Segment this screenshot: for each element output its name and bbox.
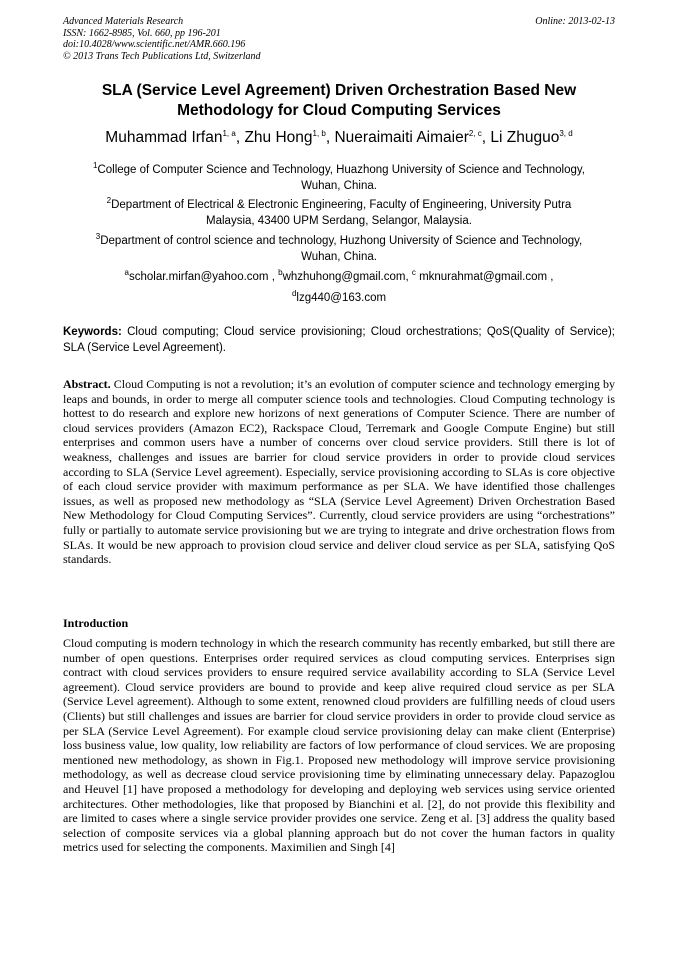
affiliation-line: Department of Electrical & Electronic Engineering, Faculty of Engineering, University Putra bbox=[111, 199, 572, 211]
author-separator: , bbox=[325, 129, 335, 146]
section-heading: Introduction bbox=[63, 616, 129, 630]
keywords-label: Keywords: bbox=[63, 326, 122, 338]
keywords-text: Cloud computing; Cloud service provisioning; Cloud orchestrations; QoS(Quality of Service); SLA (Service Level Agreement). bbox=[63, 326, 615, 354]
author-superscript: 1, b bbox=[312, 128, 326, 138]
author-separator: , bbox=[235, 129, 245, 146]
author-name: Zhu Hong bbox=[244, 129, 313, 146]
author-name: Muhammad Irfan bbox=[105, 129, 223, 146]
author-name: Nueraimaiti Aimaier bbox=[334, 129, 469, 146]
affiliation-line: Malaysia, 43400 UPM Serdang, Selangor, Malaysia. bbox=[206, 214, 472, 227]
abstract-text: Cloud Computing is not a revolution; it’s an evolution of computer science and technology emerging by leaps and bounds, in order to merge all computer science tools and technologies. Cloud Computing technology is hottest to do research and explore new horizons of next generations of Computer Science. There are number of cloud services providers (Amazon EC2), Rackspace Cloud, Terremark and Google Compute Engine) but still enterprises and common users have a number of concerns over cloud service providers. Still there is lot of weakness, challenges and issues are barrier for cloud service providers in order to provide cloud services according to SLA (Service Level agreement). Especially, service provisioning according to SLAs is core objective of each cloud service provider with maximum performance as per SLA. We have identified those challenges issues, as well as proposed new methodology as “SLA (Service Level Agreement) Driven Orchestration Based New Methodology for Cloud Computing Services”. Currently, cloud service providers are using “orchestrations” fully or partially to automate service provisioning but we are trying to integrate and drive orchestration flows from SLAs. It would be new approach to provision cloud service and deliver cloud service as per SLA, satisfying QoS standards. bbox=[63, 377, 616, 567]
email-link[interactable]: mknurahmat@gmail.com bbox=[419, 271, 548, 283]
email-separator: , bbox=[547, 271, 554, 283]
author-name: Li Zhuguo bbox=[490, 129, 560, 146]
affiliation-line: College of Computer Science and Technology, Huazhong University of Science and Technology, bbox=[97, 164, 585, 176]
doi: doi:10.4028/www.scientific.net/AMR.660.196 bbox=[63, 39, 246, 50]
affiliation-line: Department of control science and technology, Huzhong University of Science and Technology, bbox=[100, 235, 583, 247]
title-line-1: SLA (Service Level Agreement) Driven Orchestration Based New bbox=[101, 82, 577, 99]
author-list bbox=[40, 128, 638, 148]
affiliation-1 bbox=[63, 163, 615, 194]
email-separator: , bbox=[405, 271, 412, 283]
author-superscript: 1, a bbox=[222, 128, 236, 138]
email-link[interactable]: scholar.mirfan@yahoo.com bbox=[129, 271, 269, 283]
affiliation-2 bbox=[63, 198, 615, 229]
affiliation-superscript: 3 bbox=[95, 232, 101, 242]
title-line-2: Methodology for Cloud Computing Services bbox=[177, 102, 501, 119]
affiliation-superscript: 2 bbox=[106, 196, 112, 206]
affiliation-line: Wuhan, China. bbox=[301, 250, 377, 263]
email-line-1 bbox=[63, 270, 615, 286]
email-link[interactable]: lzg440@163.com bbox=[296, 292, 387, 304]
affiliation-superscript: 1 bbox=[92, 161, 98, 171]
author-superscript: 3, d bbox=[559, 128, 573, 138]
email-superscript: c bbox=[411, 268, 416, 278]
affiliation-line: Wuhan, China. bbox=[301, 179, 377, 192]
issn: ISSN: 1662-8985, Vol. 660, pp 196-201 bbox=[63, 27, 221, 39]
copyright: © 2013 Trans Tech Publications Ltd, Switzerland bbox=[63, 50, 261, 62]
affiliation-3 bbox=[63, 234, 615, 265]
author-superscript: 2, c bbox=[468, 128, 482, 138]
author-separator: , bbox=[481, 129, 491, 146]
paper-title bbox=[63, 81, 615, 121]
email-line-2 bbox=[63, 291, 615, 307]
keywords-paragraph bbox=[63, 325, 615, 356]
journal-name: Advanced Materials Research bbox=[63, 16, 184, 27]
journal-header bbox=[63, 16, 615, 62]
email-superscript: d bbox=[291, 289, 297, 299]
email-superscript: a bbox=[124, 268, 129, 278]
email-superscript: b bbox=[278, 268, 283, 278]
email-link[interactable]: whzhuhong@gmail.com bbox=[282, 271, 406, 283]
abstract-paragraph bbox=[63, 377, 615, 567]
introduction-paragraph: Cloud computing is modern technology in which the research community has recently embarked, but still there are number of open questions. Enterprises order required services as cloud computing services. Enterprises sign contract with cloud services providers to ensure required service availability according to SLA (Service Level agreement). Cloud service providers are bound to provide and keep alive required cloud service as per SLA (Service Level agreement). Although to some extent, renowned cloud providers are fulfilling needs of cloud users (Clients) but still challenges and issues are barrier for cloud service providers in order to provide cloud service as per SLA (Service Level Agreement). For example cloud service provisioning delay can make client (Enterprise) loss business value, low quality, low reliability are factors of low performance of cloud services. We are proposing mentioned new methodology, as shown in Fig.1. Proposed new methodology will improve service provisioning methodology, as well as decrease cloud service provisioning time by eliminating unnecessary delay. Papazoglou and Heuvel [1] have proposed a methodology for developing and deploying web services using service oriented architectures. Other methodologies, like that proposed by Bianchini et al. [2], do not provide this flexibility and are limited to cases where a single service provider provides one service. Zeng et al. [3] address the quality based selection of composite services via a global planning approach but do not cover the human factors in quality metrics used for selecting the components. Maximilien and Singh [4] bbox=[63, 636, 615, 855]
abstract-label: Abstract. bbox=[63, 377, 111, 391]
online-date: Online: 2013-02-13 bbox=[535, 16, 615, 27]
email-separator: , bbox=[271, 271, 279, 283]
